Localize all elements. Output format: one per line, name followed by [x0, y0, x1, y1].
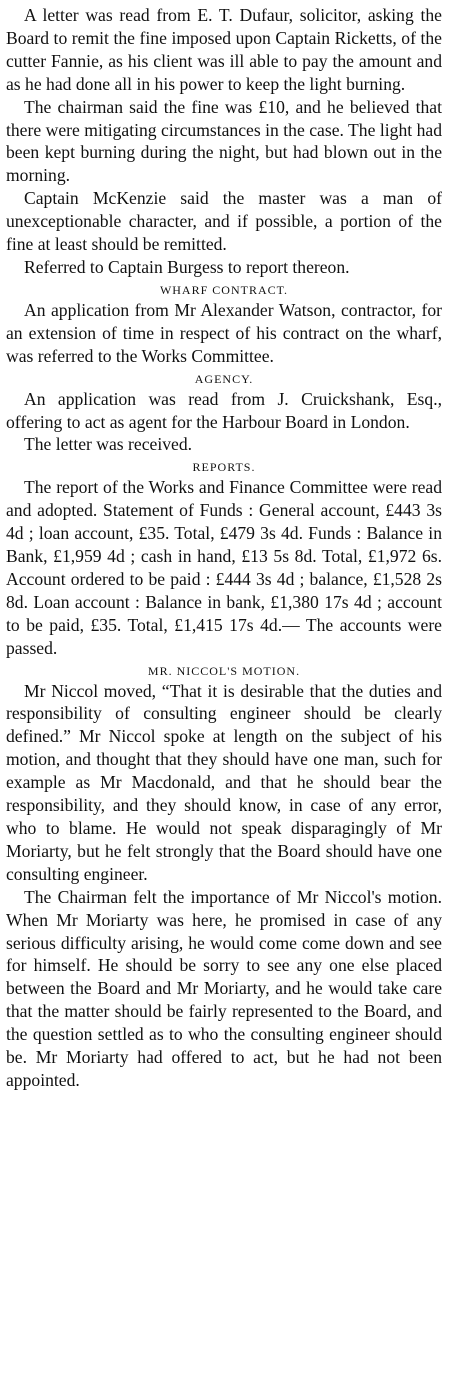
paragraph-chairman-response: The Chairman felt the importance of Mr Niccol's motion. When Mr Moriarty was here, he promised in case of any serious difficulty arising, he would come come down and see for himself. He should be sorry to see any one else placed between the Board and Mr Moriarty, and he would take care that the matter should be fairly represented to the Board, and the question settled as to who the consulting engineer should be. Mr Moriarty had offered to act, but he had not been appointed.: [6, 886, 442, 1090]
paragraph-funds-report: The report of the Works and Finance Committee were read and adopted. Statement of Funds : General account, £443 3s 4d ; loan account, £35. Total, £479 3s 4d. Funds : Balance in Bank, £1,959 4d ; cash in hand, £13 5s 8d. Total, £1,972 6s. Account ordered to be paid : £444 3s 4d ; balance, £1,528 2s 8d. Loan account : Balance in bank, £1,380 17s 4d ; account to be paid, £35. Total, £1,415 17s 4d.— The accounts were passed.: [6, 477, 442, 658]
heading-reports: REPORTS.: [192, 460, 256, 475]
paragraph-niccol-moved: Mr Niccol moved, “That it is desirable that the duties and responsibility of consulting engineer should be clearly defined.” Mr Niccol spoke at length on the subject of his motion, and thought that they should have one man, such for example as Mr Macdonald, and that he should bear the responsibility, and they should know, in case of any error, who to blame. He would not speak disparagingly of Mr Moriarty, but he felt strongly that the Board should have one consulting engineer.: [6, 680, 442, 884]
paragraph-cruickshank: An application was read from J. Cruickshank, Esq., offering to act as agent for the Harbour Board in London.: [6, 388, 442, 432]
heading-agency: AGENCY.: [194, 371, 254, 386]
paragraph-watson-application: An application from Mr Alexander Watson, contractor, for an extension of time in respect of his contract on the wharf, was referred to the Works Committee.: [6, 299, 442, 366]
paragraph-chairman-fine: The chairman said the fine was £10, and he believed that there were mitigating circumstances in the case. The light had been kept burning during the night, but had blown out in the morning.: [6, 96, 442, 186]
heading-wharf-contract: WHARF CONTRACT.: [159, 282, 289, 297]
paragraph-referred: Referred to Captain Burgess to report thereon.: [24, 256, 350, 277]
paragraph-dufaur-letter: A letter was read from E. T. Dufaur, solicitor, asking the Board to remit the fine imposed upon Captain Ricketts, of the cutter Fannie, as his client was ill able to pay the amount and as he had done all in his power to keep the light burning.: [6, 5, 442, 94]
heading-niccol-motion: MR. NICCOL'S MOTION.: [147, 663, 301, 678]
paragraph-mckenzie: Captain McKenzie said the master was a man of unexceptionable character, and if possible, a portion of the fine at least should be remitted.: [6, 188, 442, 255]
paragraph-letter-received: The letter was received.: [24, 434, 193, 455]
